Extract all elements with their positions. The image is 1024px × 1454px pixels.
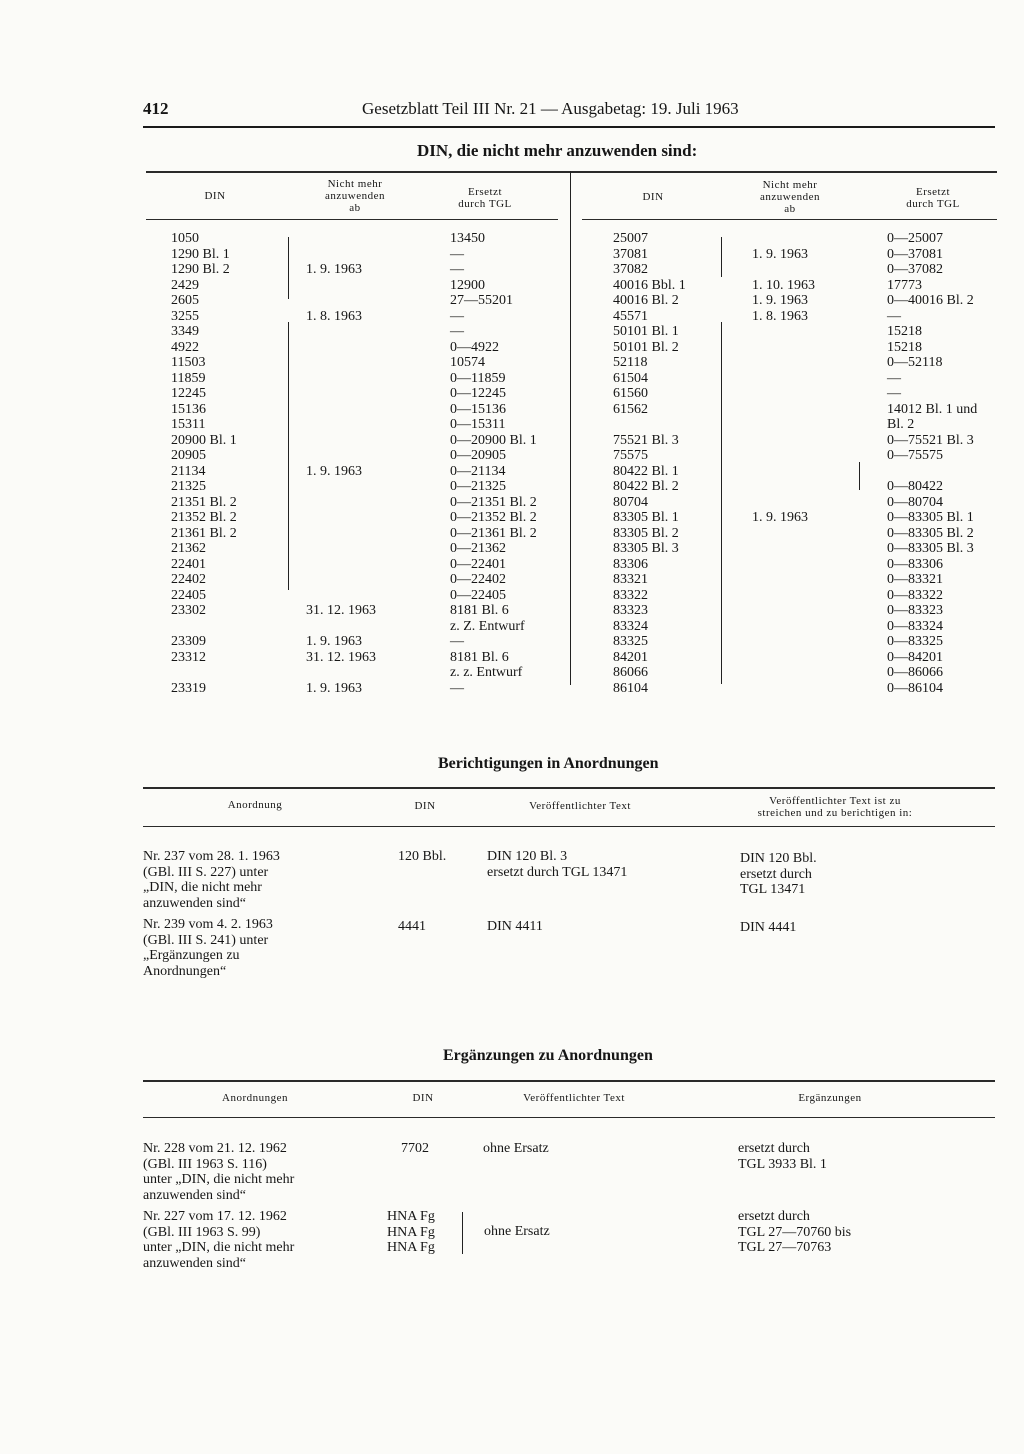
right-tgl-entry: 0—86066 — [887, 665, 943, 680]
right-tgl-entry: 0—83305 Bl. 2 — [887, 525, 974, 541]
right-din-column — [613, 231, 686, 696]
right-tgl-entry: 0—80422 — [887, 479, 943, 494]
right-date-entry — [752, 324, 815, 340]
left-tgl-entry: 0—20900 Bl. 1 — [450, 432, 537, 448]
right-date-entry — [752, 433, 815, 449]
anordnung-header: Anordnung — [227, 799, 283, 811]
ergaenzungen-din-header: DIN — [412, 1092, 434, 1104]
right-tgl-entry: 0—83322 — [887, 587, 943, 603]
left-din-entry: 21352 Bl. 2 — [171, 510, 237, 525]
din-header-right: DIN — [642, 191, 664, 203]
right-din-entry: 45571 — [613, 308, 648, 324]
left-date-entry — [306, 588, 376, 604]
right-din-entry: 52118 — [613, 355, 648, 370]
left-tgl-entry: 0—22402 — [450, 572, 506, 587]
left-date-entry — [306, 557, 376, 573]
right-din-entry: 40016 Bbl. 1 — [613, 277, 686, 293]
right-din-entry: 25007 — [613, 231, 648, 246]
right-date-entry — [752, 634, 815, 650]
right-date-entry — [752, 355, 815, 371]
right-tgl-entry: 0—83321 — [887, 572, 943, 587]
berichtigung-row-2-text: DIN 4411 — [487, 919, 543, 934]
right-date-entry — [752, 340, 815, 356]
left-tgl-entry: 13450 — [450, 231, 485, 246]
berichtigungen-header-rule — [143, 826, 995, 827]
right-date-entry: 1. 9. 1963 — [752, 293, 808, 308]
right-din-entry: 83305 Bl. 2 — [613, 525, 679, 541]
berichtigung-row-1-din: 120 Bbl. — [398, 849, 447, 864]
left-date-entry: 1. 9. 1963 — [306, 463, 362, 479]
left-date-entry — [306, 231, 376, 247]
left-date-entry — [306, 324, 376, 340]
brace-right-1 — [721, 237, 722, 277]
right-tgl-entry: 0—37082 — [887, 262, 943, 277]
left-tgl-column — [450, 231, 537, 696]
left-tgl-entry: 0—4922 — [450, 339, 499, 355]
left-din-entry: 23302 — [171, 603, 206, 618]
nicht-mehr-header-right: Nicht mehr anzuwenden ab — [760, 179, 820, 215]
left-date-entry — [306, 247, 376, 263]
right-date-entry — [752, 572, 815, 588]
left-din-entry: 11859 — [171, 370, 206, 386]
din-section-title: DIN, die nicht mehr anzuwenden sind: — [417, 141, 698, 160]
right-tgl-entry: 0—86104 — [887, 680, 943, 696]
right-date-entry — [752, 650, 815, 666]
left-tgl-entry: 8181 Bl. 6 — [450, 603, 509, 618]
right-date-entry — [752, 681, 815, 697]
right-tgl-entry: 0—37081 — [887, 246, 943, 262]
brace-ergaenzung — [462, 1212, 463, 1254]
left-tgl-entry: 8181 Bl. 6 — [450, 649, 509, 665]
left-tgl-entry: 12900 — [450, 277, 485, 293]
right-tgl-entry: 0—75575 — [887, 448, 943, 463]
left-tgl-entry: 0—15311 — [450, 417, 506, 432]
right-date-entry — [752, 619, 815, 635]
right-din-entry: 37081 — [613, 246, 648, 262]
left-tgl-entry: — — [450, 246, 464, 262]
left-din-entry — [171, 665, 237, 681]
left-tgl-entry: 0—21351 Bl. 2 — [450, 494, 537, 510]
berichtigung-row-2-anordnung: Nr. 239 vom 4. 2. 1963 (GBl. III S. 241) unter „Ergänzungen zu Anordnungen“ — [143, 917, 273, 979]
left-tgl-entry: — — [450, 324, 464, 339]
left-din-entry: 23309 — [171, 634, 206, 649]
ergaenzung-row-2-anordnung: Nr. 227 vom 17. 12. 1962 (GBl. III 1963 S. 99) unter „DIN, die nicht mehr anzuwenden sind“ — [143, 1209, 295, 1271]
right-date-entry — [752, 371, 815, 387]
veroeffentlichter-text-header: Veröffentlichter Text — [529, 800, 631, 812]
right-din-entry — [613, 417, 686, 433]
right-date-entry: 1. 9. 1963 — [752, 510, 808, 525]
right-date-entry — [752, 557, 815, 573]
right-date-entry — [752, 386, 815, 402]
ersetzt-header-left: Ersetzt durch TGL — [458, 186, 512, 210]
ergaenzung-row-2-din: HNA Fg HNA Fg HNA Fg — [387, 1209, 435, 1255]
left-din-entry: 23312 — [171, 649, 206, 665]
left-date-entry — [306, 417, 376, 433]
left-din-entry: 4922 — [171, 339, 199, 355]
right-date-entry: 1. 8. 1963 — [752, 308, 808, 324]
left-tgl-entry: 0—12245 — [450, 386, 506, 401]
left-tgl-entry: z. Z. Entwurf — [450, 618, 525, 634]
right-din-entry: 61560 — [613, 386, 648, 401]
right-din-entry: 50101 Bl. 2 — [613, 339, 679, 355]
berichtigung-row-2-korrektur: DIN 4441 — [740, 920, 797, 935]
left-date-entry: 31. 12. 1963 — [306, 603, 376, 618]
left-date-entry — [306, 371, 376, 387]
din-right-header-rule — [582, 219, 997, 220]
left-tgl-entry: — — [450, 680, 464, 696]
right-date-entry — [752, 495, 815, 511]
ergaenzungen-title: Ergänzungen zu Anordnungen — [443, 1047, 653, 1064]
berichtigungen-din-header: DIN — [414, 800, 436, 812]
left-date-entry: 1. 9. 1963 — [306, 634, 362, 649]
right-din-entry: 83321 — [613, 572, 648, 587]
left-date-entry: 1. 9. 1963 — [306, 262, 362, 277]
left-din-entry: 3255 — [171, 308, 199, 324]
right-din-entry: 83306 — [613, 556, 648, 572]
left-date-entry — [306, 278, 376, 294]
right-date-entry: 1. 9. 1963 — [752, 246, 808, 262]
ergaenzung-row-2-text: ohne Ersatz — [484, 1224, 550, 1239]
right-tgl-entry: — — [887, 386, 901, 401]
left-date-entry — [306, 510, 376, 526]
right-din-entry: 80422 Bl. 2 — [613, 479, 679, 494]
right-date-entry — [752, 464, 815, 480]
left-tgl-entry: 0—15136 — [450, 401, 506, 417]
right-date-entry — [752, 526, 815, 542]
right-tgl-entry: 0—83305 Bl. 3 — [887, 541, 974, 556]
right-din-entry: 80422 Bl. 1 — [613, 463, 679, 479]
left-din-entry: 21362 — [171, 541, 206, 556]
korrektur-header: Veröffentlichter Text ist zu streichen und zu berichtigen in: — [757, 795, 913, 819]
right-din-entry: 37082 — [613, 262, 648, 277]
left-din-entry: 20900 Bl. 1 — [171, 432, 237, 448]
left-din-entry: 21351 Bl. 2 — [171, 494, 237, 510]
left-date-entry — [306, 665, 376, 681]
right-din-entry: 40016 Bl. 2 — [613, 293, 679, 308]
left-tgl-entry: z. z. Entwurf — [450, 665, 523, 680]
right-din-entry: 86066 — [613, 665, 648, 680]
left-din-entry: 1290 Bl. 2 — [171, 262, 230, 277]
left-date-entry — [306, 448, 376, 464]
berichtigungen-title: Berichtigungen in Anordnungen — [438, 755, 659, 772]
left-date-entry — [306, 479, 376, 495]
left-dates-column — [306, 231, 376, 696]
ergaenzung-row-2-ergaenzung: ersetzt durch TGL 27—70760 bis TGL 27—70763 — [738, 1209, 852, 1255]
left-din-entry: 23319 — [171, 680, 206, 696]
right-din-entry: 75521 Bl. 3 — [613, 432, 679, 448]
din-header-left: DIN — [204, 190, 226, 202]
right-din-entry: 50101 Bl. 1 — [613, 324, 679, 339]
right-tgl-entry: 17773 — [887, 277, 922, 293]
right-date-entry: 1. 10. 1963 — [752, 277, 815, 293]
berichtigung-row-1-text: DIN 120 Bl. 3 ersetzt durch TGL 13471 — [487, 849, 628, 880]
left-tgl-entry: 0—21362 — [450, 541, 506, 556]
left-din-entry: 2429 — [171, 277, 199, 293]
left-tgl-entry: — — [450, 634, 464, 649]
page-number: 412 — [143, 99, 169, 118]
brace-left-1 — [288, 237, 289, 299]
right-date-entry — [752, 479, 815, 495]
left-din-entry: 15136 — [171, 401, 206, 417]
brace-right-3 — [859, 462, 860, 490]
ergaenzungen-top-rule — [143, 1080, 995, 1082]
ersetzt-header-right: Ersetzt durch TGL — [906, 186, 960, 210]
ergaenzung-row-1-din: 7702 — [401, 1141, 429, 1156]
right-date-entry — [752, 588, 815, 604]
right-date-entry — [752, 402, 815, 418]
left-tgl-entry: 0—22401 — [450, 556, 506, 572]
din-left-header-rule — [146, 219, 558, 220]
ergaenzung-row-1-text: ohne Ersatz — [483, 1141, 549, 1156]
left-tgl-entry: 0—21352 Bl. 2 — [450, 510, 537, 525]
left-date-entry — [306, 619, 376, 635]
berichtigung-row-2-din: 4441 — [398, 919, 426, 934]
right-date-entry — [752, 603, 815, 619]
right-din-entry: 61562 — [613, 401, 648, 417]
left-tgl-entry: 0—11859 — [450, 370, 506, 386]
left-din-entry: 20905 — [171, 448, 206, 463]
left-tgl-entry: 0—20905 — [450, 448, 506, 463]
left-date-entry — [306, 293, 376, 309]
right-din-entry: 75575 — [613, 448, 648, 463]
left-date-entry — [306, 355, 376, 371]
right-din-entry: 83322 — [613, 587, 648, 603]
anordnungen-header: Anordnungen — [222, 1092, 288, 1104]
left-din-entry: 15311 — [171, 417, 206, 432]
ergaenzungen-text-header: Veröffentlichter Text — [523, 1092, 625, 1104]
brace-right-2 — [721, 322, 722, 684]
right-tgl-entry: 0—83325 — [887, 634, 943, 649]
left-tgl-entry: 0—21134 — [450, 463, 506, 479]
right-tgl-entry: 0—83324 — [887, 618, 943, 634]
right-tgl-entry: 14012 Bl. 1 und — [887, 401, 978, 417]
right-tgl-entry: 0—84201 — [887, 649, 943, 665]
left-din-entry: 22405 — [171, 587, 206, 603]
right-din-entry: 61504 — [613, 370, 648, 386]
ergaenzung-row-1-ergaenzung: ersetzt durch TGL 3933 Bl. 1 — [738, 1141, 827, 1172]
left-din-entry: 12245 — [171, 386, 206, 401]
right-tgl-entry: 0—80704 — [887, 494, 943, 510]
right-tgl-entry: Bl. 2 — [887, 417, 915, 432]
right-tgl-entry — [887, 464, 977, 480]
right-tgl-entry: 0—25007 — [887, 231, 943, 246]
right-din-entry: 83325 — [613, 634, 648, 649]
left-din-entry: 22401 — [171, 556, 206, 572]
right-date-entry — [752, 417, 815, 433]
berichtigung-row-1-korrektur: DIN 120 Bbl. ersetzt durch TGL 13471 — [740, 851, 817, 897]
left-date-entry — [306, 386, 376, 402]
ergaenzung-row-1-anordnung: Nr. 228 vom 21. 12. 1962 (GBl. III 1963 S. 116) unter „DIN, die nicht mehr anzuwenden sind“ — [143, 1141, 295, 1203]
right-tgl-column — [887, 231, 977, 696]
ergaenzungen-header: Ergänzungen — [798, 1092, 862, 1104]
right-tgl-entry: 15218 — [887, 339, 922, 355]
right-tgl-entry: 0—83323 — [887, 603, 943, 618]
left-din-column — [171, 231, 237, 696]
left-tgl-entry: 27—55201 — [450, 293, 513, 308]
right-date-entry — [752, 541, 815, 557]
left-din-entry: 22402 — [171, 572, 206, 587]
right-din-entry: 83324 — [613, 618, 648, 634]
left-date-entry: 31. 12. 1963 — [306, 649, 376, 665]
berichtigung-row-1-anordnung: Nr. 237 vom 28. 1. 1963 (GBl. III S. 227) unter „DIN, die nicht mehr anzuwenden sind“ — [143, 849, 280, 911]
ergaenzungen-header-rule — [143, 1117, 995, 1118]
right-tgl-entry: 0—83305 Bl. 1 — [887, 510, 974, 525]
left-tgl-entry: — — [450, 308, 464, 324]
right-date-entry — [752, 448, 815, 464]
right-tgl-entry: 0—40016 Bl. 2 — [887, 293, 974, 308]
right-din-entry: 80704 — [613, 494, 648, 510]
running-head: Gesetzblatt Teil III Nr. 21 — Ausgabetag: 19. Juli 1963 — [362, 99, 739, 118]
header-rule — [143, 126, 995, 128]
left-date-entry — [306, 402, 376, 418]
right-din-entry: 86104 — [613, 680, 648, 696]
left-date-entry — [306, 541, 376, 557]
right-tgl-entry: — — [887, 308, 901, 324]
left-din-entry: 11503 — [171, 355, 206, 370]
left-date-entry — [306, 572, 376, 588]
left-tgl-entry: 10574 — [450, 355, 485, 370]
right-tgl-entry: 0—52118 — [887, 355, 943, 370]
right-date-entry — [752, 262, 815, 278]
left-tgl-entry: — — [450, 262, 464, 277]
din-center-divider — [570, 171, 571, 685]
right-date-entry — [752, 665, 815, 681]
right-din-entry: 83305 Bl. 3 — [613, 541, 679, 556]
left-din-entry: 1290 Bl. 1 — [171, 246, 230, 262]
right-tgl-entry: 0—83306 — [887, 556, 943, 572]
berichtigungen-top-rule — [143, 787, 995, 789]
right-din-entry: 83323 — [613, 603, 648, 618]
left-din-entry: 21134 — [171, 463, 206, 479]
right-tgl-entry: — — [887, 370, 901, 386]
right-din-entry: 84201 — [613, 649, 648, 665]
left-din-entry: 21325 — [171, 479, 206, 494]
left-date-entry: 1. 8. 1963 — [306, 308, 362, 324]
left-din-entry: 21361 Bl. 2 — [171, 525, 237, 541]
right-tgl-entry: 0—75521 Bl. 3 — [887, 432, 974, 448]
right-din-entry: 83305 Bl. 1 — [613, 510, 679, 525]
left-din-entry — [171, 619, 237, 635]
left-date-entry: 1. 9. 1963 — [306, 680, 362, 696]
left-date-entry — [306, 526, 376, 542]
left-tgl-entry: 0—22405 — [450, 587, 506, 603]
nicht-mehr-header-left: Nicht mehr anzuwenden ab — [325, 178, 385, 214]
left-date-entry — [306, 495, 376, 511]
din-table-top-rule — [146, 171, 997, 173]
brace-left-2 — [288, 322, 289, 590]
left-din-entry: 2605 — [171, 293, 199, 308]
left-date-entry — [306, 340, 376, 356]
left-tgl-entry: 0—21361 Bl. 2 — [450, 525, 537, 541]
right-dates-column — [752, 231, 815, 696]
left-din-entry: 1050 — [171, 231, 199, 246]
left-date-entry — [306, 433, 376, 449]
right-tgl-entry: 15218 — [887, 324, 922, 339]
left-tgl-entry: 0—21325 — [450, 479, 506, 494]
left-din-entry: 3349 — [171, 324, 199, 339]
right-date-entry — [752, 231, 815, 247]
